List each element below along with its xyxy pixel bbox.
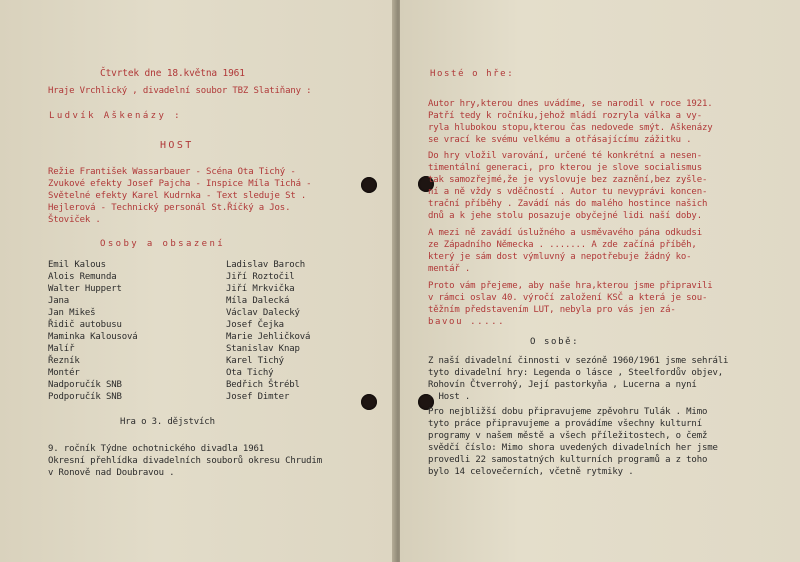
right-page [400,0,800,562]
about-paragraph-line: - Host . [428,392,471,402]
guests-paragraph-line: Proto vám přejeme, aby naše hra,kterou jsme připravili [428,281,713,291]
about-paragraph-line: Z naší divadelní činnosti v sezóně 1960/1961 jsme sehráli [428,356,729,366]
about-heading: O sobě: [530,337,580,347]
cast-role: Jan Mikeš [48,308,96,318]
guests-paragraph-line: ze Západního Německa . ....... A zde začíná příběh, [428,240,697,250]
cast-role: Emil Kalous [48,260,106,270]
author-line: Ludvík Aškenázy : [49,111,182,121]
cast-role: Řezník [48,356,80,366]
guests-paragraph-line: se vrací ke svému velkému a otřásajícímu zážitku . [428,135,692,145]
guests-paragraph-line: tak samozřejmé,že je vyslovuje bez zaznění,bez zyšle- [428,175,708,185]
crew-line: Hejlerová - Technický personál St.Říčký a Jos. [48,203,291,213]
guests-paragraph-line: bavou ..... [428,317,506,327]
cast-heading: Osoby a obsazení [100,239,226,249]
cast-role: Alois Remunda [48,272,117,282]
about-paragraph-line: svědčí číslo: Mimo shora uvedených divadelních her jsme [428,443,718,453]
crew-line: Zvukové efekty Josef Pajcha - Inspice Míla Tichá - [48,179,312,189]
cast-role: Jana [48,296,70,306]
cast-actor: Míla Dalecká [226,296,290,306]
festival-line: v Ronově nad Doubravou . [48,468,175,478]
guests-paragraph-line: trační příběhy . Zavádí nás do malého hostince našich [428,199,708,209]
about-paragraph-line: tyto práce připravujeme a provádíme všechny kulturní [428,419,702,429]
company-line: Hraje Vrchlický , divadelní soubor TBZ Slatiňany : [48,86,312,96]
crew-line: Štoviček . [48,215,101,225]
about-paragraph-line: bylo 14 celovečerních, včetně rytmiky . [428,467,634,477]
guests-paragraph-line: A mezi ně zavádí úslužného a usměvavého pána odkudsi [428,228,702,238]
guests-paragraph-line: těžním představením LUT, nebyla pro vás jen zá- [428,305,676,315]
about-paragraph-line: programy v našem městě a všech příležitostech, o čemž [428,431,708,441]
cast-role: Řidič autobusu [48,320,122,330]
cast-role: Walter Huppert [48,284,122,294]
cast-actor: Jiří Roztočil [226,272,295,282]
cast-role: Podporučík SNB [48,392,122,402]
festival-line: Okresní přehlídka divadelních souborů okresu Chrudim [48,456,322,466]
crew-line: Světelné efekty Karel Kudrnka - Text sleduje St . [48,191,307,201]
about-paragraph-line: Pro nejbližší dobu připravujeme zpěvohru Tulák . Mimo [428,407,708,417]
about-paragraph-line: provedli 22 samostatných kulturních programů a z toho [428,455,708,465]
cast-actor: Marie Jehličková [226,332,311,342]
guests-paragraph-line: mentář . [428,264,471,274]
play-title: HOST [160,140,194,151]
left-page [0,0,396,562]
festival-line: 9. ročník Týdne ochotnického divadla 1961 [48,444,265,454]
guests-paragraph-line: Patří tedy k ročníku,jehož mládí rozryla válka a vy- [428,111,702,121]
guests-paragraph-line: dnů a k jehe stolu posazuje obyčejné lidi naší doby. [428,211,702,221]
cast-role: Montér [48,368,80,378]
cast-role: Nadporučík SNB [48,380,122,390]
cast-role: Malíř [48,344,75,354]
crew-line: Režie František Wassarbauer - Scéna Ota Tichý - [48,167,296,177]
guests-heading: Hosté o hře: [430,69,515,79]
acts-note: Hra o 3. dějstvích [120,417,215,427]
cast-actor: Ladislav Baroch [226,260,306,270]
guests-paragraph-line: v rámci oslav 40. výročí založení KSČ a která je sou- [428,293,708,303]
about-paragraph-line: tyto divadelní hry: Legenda o lásce , Steelfordův objev, [428,368,724,378]
punch-hole [361,177,377,193]
guests-paragraph-line: Do hry vložil varování, určené té konkrétní a nesen- [428,151,702,161]
guests-paragraph-line: ní a ně vždy s vděčností . Autor tu nevyprávi koncen- [428,187,708,197]
cast-actor: Bedřich Štrébl [226,380,300,390]
cast-actor: Karel Tichý [226,356,284,366]
cast-actor: Josef Dimter [226,392,290,402]
cast-actor: Josef Čejka [226,320,284,330]
cast-actor: Václav Dalecký [226,308,300,318]
guests-paragraph-line: který je sám dost výmluvný a nepotřebuje žádný ko- [428,252,692,262]
guests-paragraph-line: ryla hlubokou stopu,kterou čas nedovede smýt. Aškenázy [428,123,713,133]
performance-date: Čtvrtek dne 18.května 1961 [100,68,245,79]
guests-paragraph-line: timentální generaci, pro kterou je slove socialismus [428,163,702,173]
about-paragraph-line: Rohovín Čtverrohý, Její pastorkyňa , Lucerna a nyní [428,380,697,390]
cast-actor: Stanislav Knap [226,344,300,354]
cast-actor: Ota Tichý [226,368,274,378]
punch-hole [361,394,377,410]
cast-role: Maminka Kalousová [48,332,138,342]
cast-actor: Jiří Mrkvička [226,284,295,294]
guests-paragraph-line: Autor hry,kterou dnes uvádíme, se narodil v roce 1921. [428,99,713,109]
